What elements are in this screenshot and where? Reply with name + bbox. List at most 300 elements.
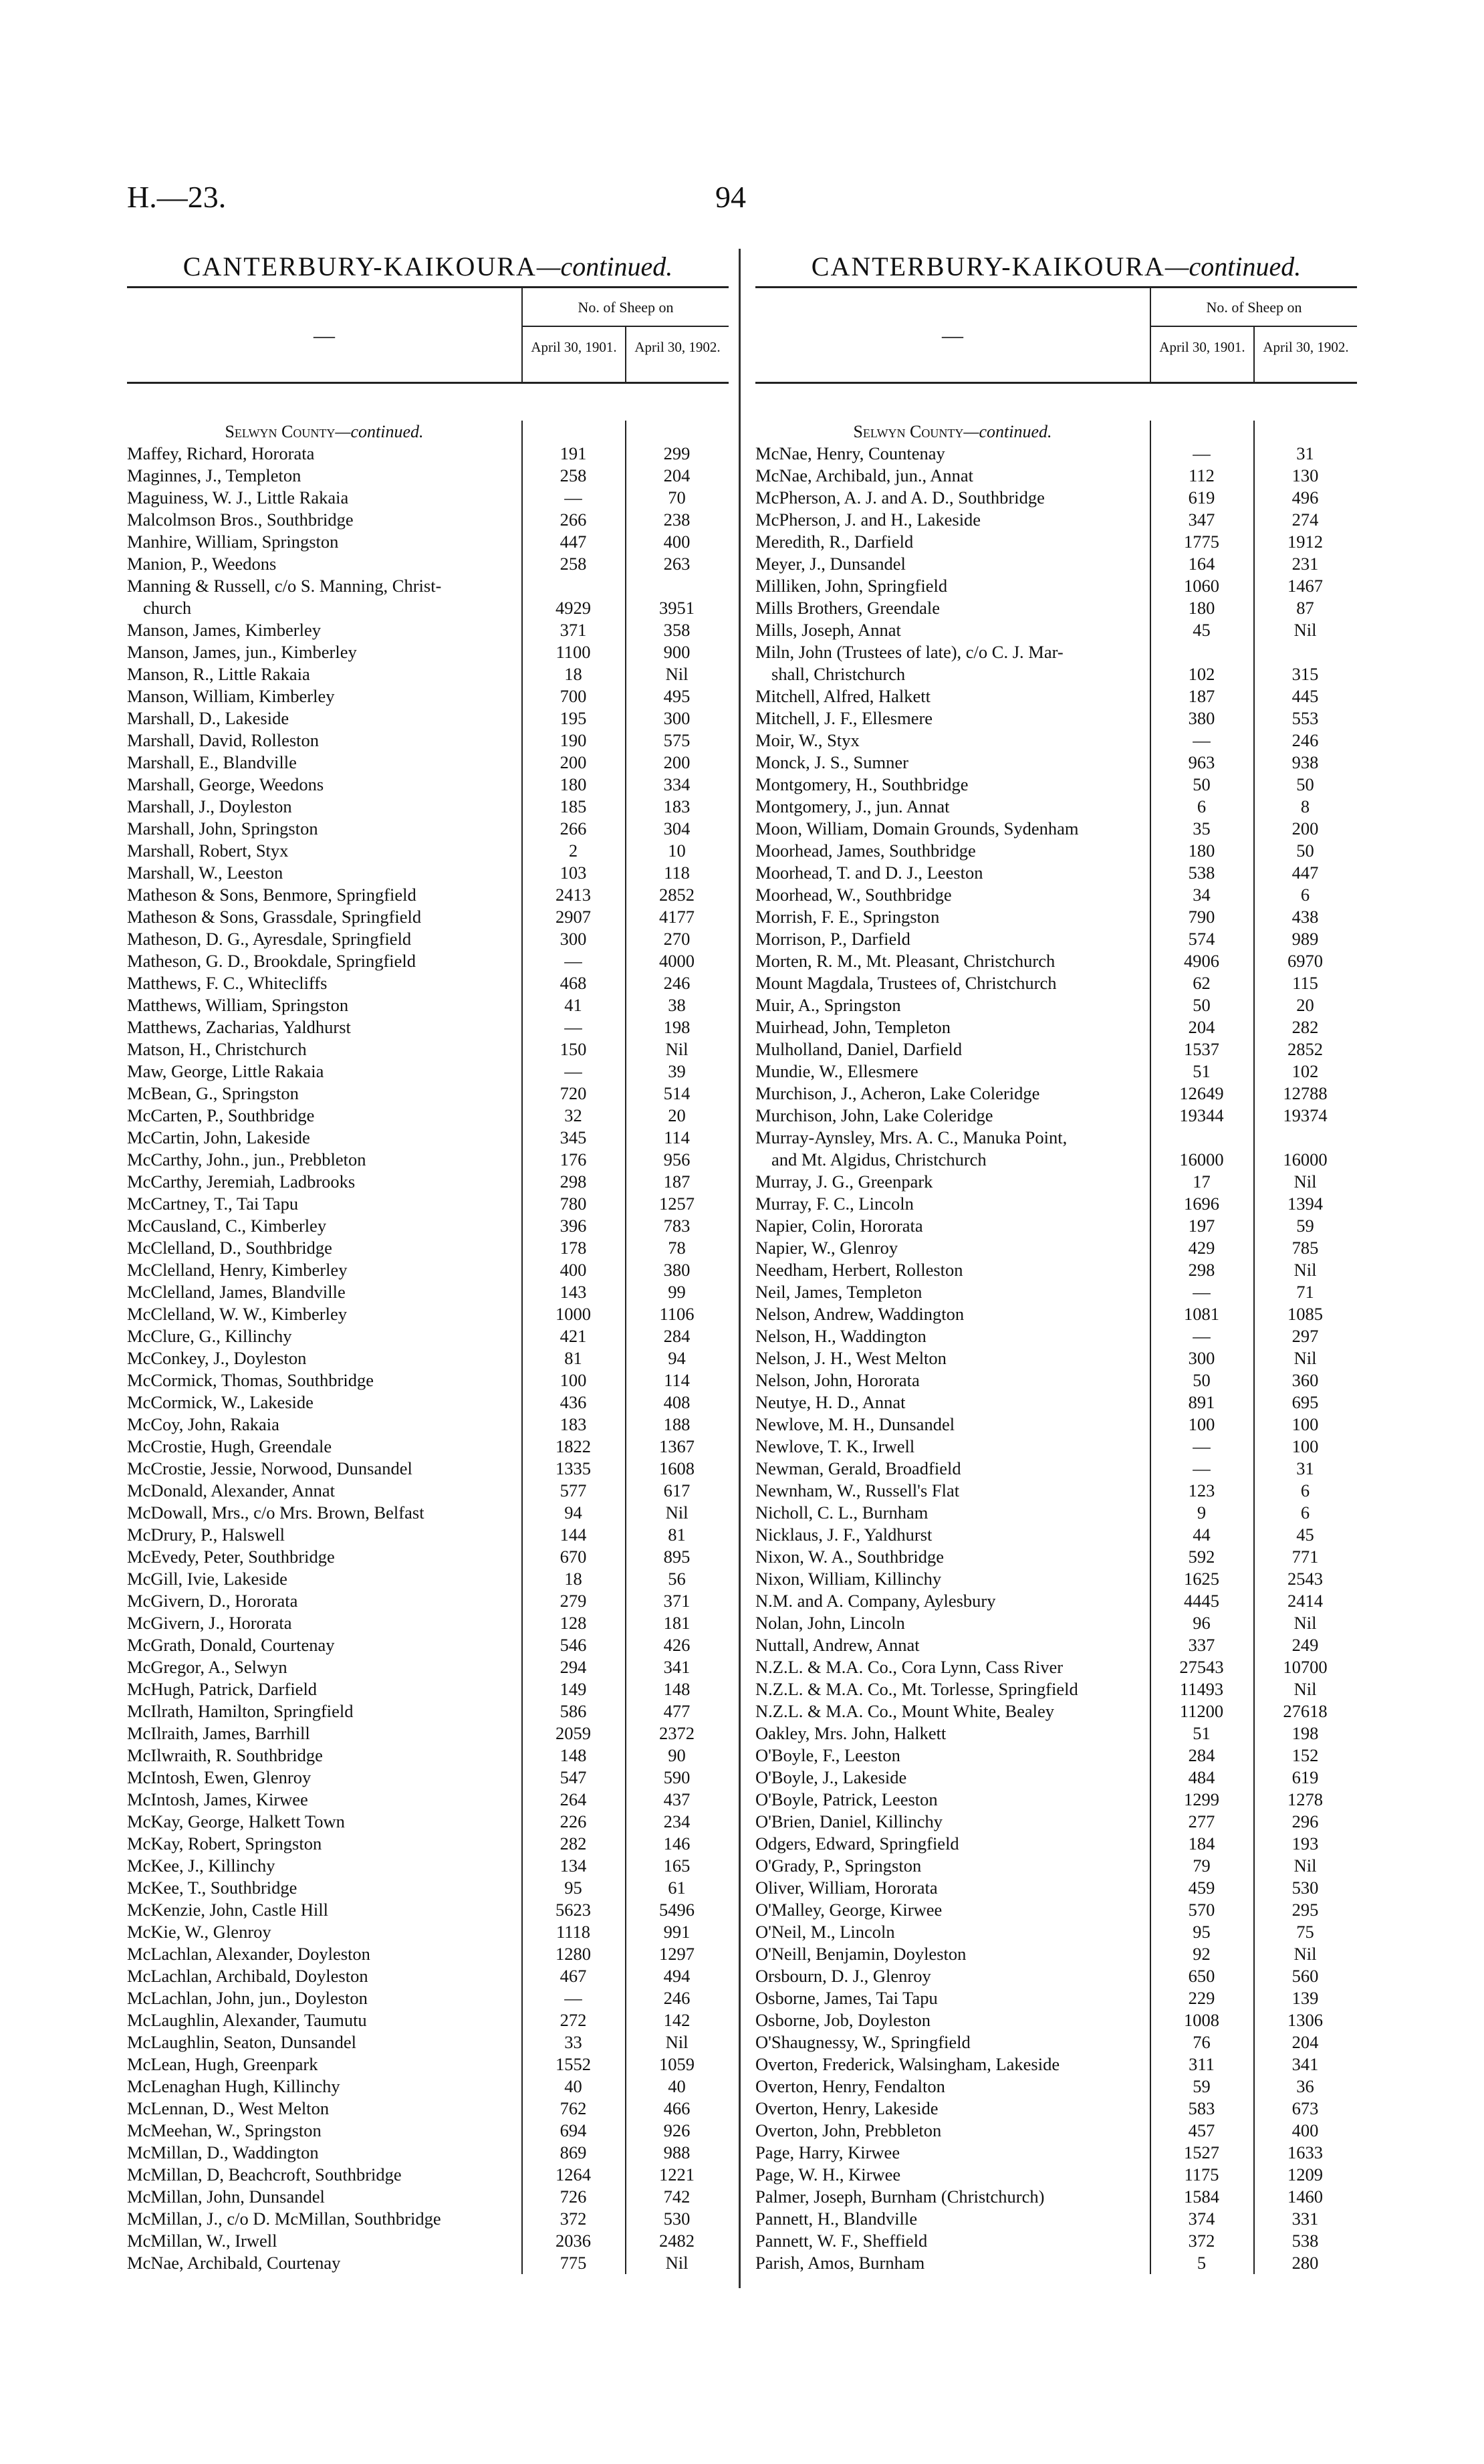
table-row bbox=[755, 1987, 1357, 2009]
sheep-1901: 700 bbox=[560, 686, 587, 706]
sheep-1902: 1306 bbox=[1287, 2010, 1323, 2030]
sheep-1902: 926 bbox=[663, 2120, 691, 2140]
table-row bbox=[755, 1259, 1357, 1281]
holder-name: Marshall, J., Doyleston bbox=[127, 796, 292, 816]
sheep-1901: 258 bbox=[560, 465, 587, 485]
sheep-1901: 1118 bbox=[555, 1922, 591, 1942]
holder-name: O'Neill, Benjamin, Doyleston bbox=[755, 1944, 967, 1964]
sheep-1902: 20 bbox=[668, 1105, 686, 1125]
sheep-1902: 181 bbox=[663, 1613, 691, 1633]
sheep-1902: 6 bbox=[1300, 1502, 1310, 1523]
sheep-1901: 190 bbox=[560, 730, 587, 750]
table-row bbox=[127, 641, 729, 663]
sheep-1901: 45 bbox=[1193, 620, 1211, 640]
sheep-1901: 229 bbox=[1188, 1988, 1215, 2008]
sheep-1902: 447 bbox=[1291, 863, 1319, 883]
sheep-1901: 1175 bbox=[1184, 2164, 1219, 2185]
table-row bbox=[755, 928, 1357, 950]
sheep-1901: 1552 bbox=[555, 2054, 591, 2074]
sheep-1901: 2059 bbox=[555, 1723, 591, 1743]
sheep-1902: 200 bbox=[663, 752, 691, 772]
holder-name: Pannett, H., Blandville bbox=[755, 2209, 918, 2229]
sheep-1901: 79 bbox=[1193, 1856, 1211, 1876]
date-1902-header: April 30, 1902. bbox=[625, 327, 729, 382]
sheep-1901: 1584 bbox=[1184, 2187, 1219, 2207]
table-row bbox=[127, 1369, 729, 1391]
sheep-1902: 8 bbox=[1300, 796, 1310, 816]
holder-name: Nicklaus, J. F., Yaldhurst bbox=[755, 1525, 933, 1545]
sheep-1901: 5 bbox=[1197, 2253, 1207, 2273]
sheep-1901: 2413 bbox=[555, 885, 591, 905]
holder-name: Meredith, R., Darfield bbox=[755, 532, 914, 552]
table-row bbox=[755, 597, 1357, 619]
holder-name: Matheson & Sons, Grassdale, Springfield bbox=[127, 907, 422, 927]
sheep-1902: Nil bbox=[665, 1039, 689, 1059]
table-row bbox=[127, 752, 729, 774]
sheep-1902: 36 bbox=[1296, 2076, 1314, 2096]
table-row bbox=[755, 1414, 1357, 1436]
sheep-1901: 1280 bbox=[555, 1944, 591, 1964]
sheep-1902: 560 bbox=[1291, 1966, 1319, 1986]
table-row bbox=[755, 1083, 1357, 1105]
table-row bbox=[755, 2120, 1357, 2142]
holder-name: McNae, Henry, Countenay bbox=[755, 443, 945, 463]
sheep-1901: 148 bbox=[560, 1745, 587, 1765]
holder-name: McConkey, J., Doyleston bbox=[127, 1348, 307, 1368]
table-row bbox=[127, 1391, 729, 1414]
table-row bbox=[755, 531, 1357, 553]
holder-name: Overton, John, Prebbleton bbox=[755, 2120, 942, 2140]
sheep-1901: 95 bbox=[1193, 1922, 1211, 1942]
table-row bbox=[755, 1391, 1357, 1414]
table-body bbox=[127, 421, 729, 2274]
table-row bbox=[127, 619, 729, 641]
holder-name: N.Z.L. & M.A. Co., Mount White, Bealey bbox=[755, 1701, 1055, 1721]
sheep-1902: 334 bbox=[663, 774, 691, 794]
sheep-1901: 94 bbox=[564, 1502, 582, 1523]
sheep-1901: 92 bbox=[1193, 1944, 1211, 1964]
holder-name: Murray, J. G., Greenpark bbox=[755, 1171, 933, 1192]
right-column bbox=[755, 247, 1357, 2274]
holder-name: O'Shaugnessy, W., Springfield bbox=[755, 2032, 971, 2052]
date-1901-header: April 30, 1901. bbox=[521, 327, 625, 382]
sheep-1902: 297 bbox=[1291, 1326, 1319, 1346]
sheep-1902: 31 bbox=[1296, 1458, 1314, 1478]
sheep-1901: 2036 bbox=[555, 2231, 591, 2251]
sheep-1902: 1257 bbox=[659, 1194, 695, 1214]
table-row bbox=[127, 1502, 729, 1524]
holder-name: Parish, Amos, Burnham bbox=[755, 2253, 925, 2273]
table-row bbox=[755, 1325, 1357, 1347]
table-row bbox=[127, 906, 729, 928]
table-row bbox=[127, 1480, 729, 1502]
table-row bbox=[755, 2230, 1357, 2252]
holder-name: McBean, G., Springston bbox=[127, 1083, 299, 1103]
holder-name: McGill, Ivie, Lakeside bbox=[127, 1569, 287, 1589]
table-row bbox=[127, 1921, 729, 1943]
holder-name: McCartin, John, Lakeside bbox=[127, 1127, 310, 1147]
table-row bbox=[755, 641, 1357, 685]
sheep-1902: 38 bbox=[668, 995, 686, 1015]
sheep-1902: 341 bbox=[1291, 2054, 1319, 2074]
sheep-1901: 396 bbox=[560, 1216, 587, 1236]
sheep-1901: 300 bbox=[1188, 1348, 1215, 1368]
holder-name: Mundie, W., Ellesmere bbox=[755, 1061, 918, 1081]
table-row bbox=[127, 1612, 729, 1634]
sheep-1901: 185 bbox=[560, 796, 587, 816]
sheep-1902: Nil bbox=[665, 2032, 689, 2052]
holder-name: Needham, Herbert, Rolleston bbox=[755, 1260, 963, 1280]
table-row bbox=[127, 1458, 729, 1480]
sheep-1901: 180 bbox=[1188, 598, 1215, 618]
sheep-1902: 2372 bbox=[659, 1723, 695, 1743]
sheep-1902: 400 bbox=[663, 532, 691, 552]
sheep-1901: 277 bbox=[1188, 1811, 1215, 1831]
sheep-1902: 445 bbox=[1291, 686, 1319, 706]
sheep-1901: 128 bbox=[560, 1613, 587, 1633]
sheep-1901: 62 bbox=[1193, 973, 1211, 993]
table-row bbox=[755, 1281, 1357, 1303]
sheep-1901: — bbox=[1193, 1326, 1211, 1346]
sheep-1902: 146 bbox=[663, 1833, 691, 1854]
sheep-1901: 374 bbox=[1188, 2209, 1215, 2229]
table-row bbox=[127, 1016, 729, 1038]
table-row bbox=[755, 1480, 1357, 1502]
sheep-1902: 895 bbox=[663, 1547, 691, 1567]
sheep-1901: 6 bbox=[1197, 796, 1207, 816]
table-row bbox=[755, 1546, 1357, 1568]
holder-name: Murray-Aynsley, Mrs. A. C., Manuka Point, and Mt. Algidus, Christchurch bbox=[755, 1127, 1150, 1171]
holder-name: N.Z.L. & M.A. Co., Cora Lynn, Cass River bbox=[755, 1657, 1064, 1677]
sheep-1902: 238 bbox=[663, 510, 691, 530]
sheep-1902: 742 bbox=[663, 2187, 691, 2207]
sheep-1902: 94 bbox=[668, 1348, 686, 1368]
table-row bbox=[755, 2053, 1357, 2076]
table-row bbox=[755, 619, 1357, 641]
sheep-1901: 266 bbox=[560, 510, 587, 530]
sheep-1902: 5496 bbox=[659, 1900, 695, 1920]
table-row bbox=[127, 1855, 729, 1877]
sheep-1902: 19374 bbox=[1283, 1105, 1328, 1125]
holder-name: Marshall, D., Lakeside bbox=[127, 708, 289, 728]
sheep-1901: — bbox=[1193, 443, 1211, 463]
sheep-1902: 246 bbox=[663, 973, 691, 993]
table-row bbox=[755, 906, 1357, 928]
sheep-1902: 270 bbox=[663, 929, 691, 949]
sheep-1901: 694 bbox=[560, 2120, 587, 2140]
sheep-1901: 294 bbox=[560, 1657, 587, 1677]
holder-name: Overton, Henry, Fendalton bbox=[755, 2076, 945, 2096]
holder-name: Matthews, Zacharias, Yaldhurst bbox=[127, 1017, 351, 1037]
table-row bbox=[127, 1524, 729, 1546]
table-row bbox=[755, 443, 1357, 465]
sheep-1902: 619 bbox=[1291, 1767, 1319, 1787]
table-row bbox=[127, 1789, 729, 1811]
table-row bbox=[755, 2009, 1357, 2031]
holder-name: McIlraith, James, Barrhill bbox=[127, 1723, 310, 1743]
table-row bbox=[755, 1612, 1357, 1634]
table-row bbox=[755, 1127, 1357, 1171]
holder-name: Oakley, Mrs. John, Halkett bbox=[755, 1723, 947, 1743]
sheep-count-header: No. of Sheep on bbox=[1150, 288, 1357, 327]
table-row bbox=[127, 1347, 729, 1369]
table-row bbox=[127, 487, 729, 509]
sheep-1902: 200 bbox=[1291, 818, 1319, 838]
sheep-1902: 16000 bbox=[1283, 1149, 1328, 1169]
holder-name: Morrison, P., Darfield bbox=[755, 929, 910, 949]
holder-name: McNae, Archibald, jun., Annat bbox=[755, 465, 974, 485]
sheep-1901: 5623 bbox=[555, 1900, 591, 1920]
table-row bbox=[755, 1767, 1357, 1789]
sheep-1902: 315 bbox=[1291, 664, 1319, 684]
sheep-1901: 570 bbox=[1188, 1900, 1215, 1920]
holder-name: McClelland, D., Southbridge bbox=[127, 1238, 332, 1258]
holder-name-continued: church bbox=[143, 598, 192, 618]
sheep-1902: 61 bbox=[668, 1878, 686, 1898]
sheep-1901: 95 bbox=[564, 1878, 582, 1898]
holder-name: McCarthy, Jeremiah, Ladbrooks bbox=[127, 1171, 356, 1192]
sheep-1901: 226 bbox=[560, 1811, 587, 1831]
holder-name: Overton, Henry, Lakeside bbox=[755, 2098, 939, 2118]
sheep-1901: 1537 bbox=[1184, 1039, 1219, 1059]
sheep-1902: 2852 bbox=[1287, 1039, 1323, 1059]
sheep-1902: 50 bbox=[1296, 774, 1314, 794]
column-title: CANTERBURY-KAIKOURA—continued. bbox=[811, 251, 1302, 282]
sheep-1901: 298 bbox=[560, 1171, 587, 1192]
sheep-1901: — bbox=[1193, 1282, 1211, 1302]
sheep-1902: 3951 bbox=[659, 598, 695, 618]
holder-name: Mount Magdala, Trustees of, Christchurch bbox=[755, 973, 1057, 993]
sheep-1902: 1633 bbox=[1287, 2142, 1323, 2162]
holder-name: Oliver, William, Hororata bbox=[755, 1878, 938, 1898]
sheep-1902: Nil bbox=[665, 664, 689, 684]
table-row bbox=[127, 818, 729, 840]
holder-name-continued: shall, Christchurch bbox=[771, 664, 906, 684]
table-row bbox=[127, 685, 729, 707]
sheep-1902: 304 bbox=[663, 818, 691, 838]
holder-name: O'Brien, Daniel, Killinchy bbox=[755, 1811, 943, 1831]
holder-name: McClelland, W. W., Kimberley bbox=[127, 1304, 348, 1324]
sheep-1902: 6 bbox=[1300, 1480, 1310, 1500]
sheep-1901: 372 bbox=[560, 2209, 587, 2229]
sheep-1901: 96 bbox=[1193, 1613, 1211, 1633]
sheep-1902: 183 bbox=[663, 796, 691, 816]
table-row bbox=[127, 531, 729, 553]
holder-name: Napier, W., Glenroy bbox=[755, 1238, 898, 1258]
table-row bbox=[127, 994, 729, 1016]
sheep-1901: 27543 bbox=[1179, 1657, 1224, 1677]
holder-name: Matthews, F. C., Whitecliffs bbox=[127, 973, 328, 993]
sheep-1902: 380 bbox=[663, 1260, 691, 1280]
table-row bbox=[755, 2098, 1357, 2120]
sheep-1901: 144 bbox=[560, 1525, 587, 1545]
sheep-1902: 299 bbox=[663, 443, 691, 463]
table-row bbox=[755, 1833, 1357, 1855]
sheep-1901: 468 bbox=[560, 973, 587, 993]
sheep-1901: 76 bbox=[1193, 2032, 1211, 2052]
table-header bbox=[127, 286, 729, 384]
holder-name: McGregor, A., Selwyn bbox=[127, 1657, 287, 1677]
table-row bbox=[127, 443, 729, 465]
holder-name: McIlwraith, R. Southbridge bbox=[127, 1745, 323, 1765]
table-row bbox=[755, 994, 1357, 1016]
sheep-1902: 10 bbox=[668, 841, 686, 861]
sheep-1902: 246 bbox=[663, 1988, 691, 2008]
sheep-1901: 100 bbox=[560, 1370, 587, 1390]
sheep-1902: 1460 bbox=[1287, 2187, 1323, 2207]
sheep-1901: 176 bbox=[560, 1149, 587, 1169]
table-row bbox=[755, 1943, 1357, 1965]
holder-name: Mitchell, Alfred, Halkett bbox=[755, 686, 931, 706]
sheep-1902: 426 bbox=[663, 1635, 691, 1655]
table-row bbox=[755, 1855, 1357, 1877]
sheep-1902: 81 bbox=[668, 1525, 686, 1545]
table-row bbox=[755, 1590, 1357, 1612]
sheep-1901: 282 bbox=[560, 1833, 587, 1854]
holder-name: Monck, J. S., Sumner bbox=[755, 752, 908, 772]
sheep-1901: 780 bbox=[560, 1194, 587, 1214]
sheep-1901: 1822 bbox=[555, 1436, 591, 1456]
holder-name: Murchison, John, Lake Coleridge bbox=[755, 1105, 993, 1125]
table-row bbox=[755, 1568, 1357, 1590]
sheep-1901: 371 bbox=[560, 620, 587, 640]
table-row bbox=[127, 1171, 729, 1193]
holder-name: Maffey, Richard, Hororata bbox=[127, 443, 315, 463]
sheep-1901: 150 bbox=[560, 1039, 587, 1059]
table-row bbox=[127, 928, 729, 950]
table-row bbox=[755, 1347, 1357, 1369]
sheep-1902: 1209 bbox=[1287, 2164, 1323, 2185]
sheep-1902: Nil bbox=[1293, 1171, 1317, 1192]
table-row bbox=[127, 465, 729, 487]
sheep-1902: 771 bbox=[1291, 1547, 1319, 1567]
table-row bbox=[755, 1811, 1357, 1833]
sheep-1901: 347 bbox=[1188, 510, 1215, 530]
sheep-1902: 300 bbox=[663, 708, 691, 728]
table-row bbox=[755, 752, 1357, 774]
sheep-1902: 198 bbox=[663, 1017, 691, 1037]
sheep-1902: 956 bbox=[663, 1149, 691, 1169]
holder-name: McDonald, Alexander, Annat bbox=[127, 1480, 335, 1500]
sheep-1902: 152 bbox=[1291, 1745, 1319, 1765]
holder-name: Murchison, J., Acheron, Lake Coleridge bbox=[755, 1083, 1040, 1103]
holder-name: Matheson & Sons, Benmore, Springfield bbox=[127, 885, 416, 905]
table-row bbox=[755, 1965, 1357, 1987]
holder-name: McLachlan, Archibald, Doyleston bbox=[127, 1966, 368, 1986]
table-row bbox=[127, 2120, 729, 2142]
table-row bbox=[127, 1899, 729, 1921]
sheep-1902: 989 bbox=[1291, 929, 1319, 949]
holder-name: Morten, R. M., Mt. Pleasant, Christchurch bbox=[755, 951, 1056, 971]
sheep-1902: 249 bbox=[1291, 1635, 1319, 1655]
table-row bbox=[127, 1281, 729, 1303]
holder-name: Matheson, D. G., Ayresdale, Springfield bbox=[127, 929, 412, 949]
sheep-1902: 198 bbox=[1291, 1723, 1319, 1743]
sheep-1902: 263 bbox=[663, 554, 691, 574]
table-row bbox=[755, 575, 1357, 597]
sheep-1901: 123 bbox=[1188, 1480, 1215, 1500]
table-row bbox=[127, 2076, 729, 2098]
holder-name: McPherson, A. J. and A. D., Southbridge bbox=[755, 487, 1045, 508]
table-row bbox=[127, 1414, 729, 1436]
sheep-1901: 143 bbox=[560, 1282, 587, 1302]
holder-name: McCartney, T., Tai Tapu bbox=[127, 1194, 299, 1214]
sheep-1902: 204 bbox=[1291, 2032, 1319, 2052]
holder-name: Murray, F. C., Lincoln bbox=[755, 1194, 914, 1214]
table-row bbox=[127, 1105, 729, 1127]
holder-name: McLaughlin, Alexander, Taumutu bbox=[127, 2010, 367, 2030]
holder-name: Moir, W., Styx bbox=[755, 730, 860, 750]
holder-name: Maginnes, J., Templeton bbox=[127, 465, 301, 485]
sheep-1902: 341 bbox=[663, 1657, 691, 1677]
holder-name: McKee, J., Killinchy bbox=[127, 1856, 275, 1876]
holder-name: McGivern, D., Hororata bbox=[127, 1591, 298, 1611]
table-row bbox=[127, 1237, 729, 1259]
table-body bbox=[755, 421, 1357, 2274]
table-row bbox=[755, 707, 1357, 730]
holder-name: O'Boyle, Patrick, Leeston bbox=[755, 1789, 938, 1809]
table-row bbox=[755, 685, 1357, 707]
table-row bbox=[755, 2076, 1357, 2098]
sheep-1901: 40 bbox=[564, 2076, 582, 2096]
sheep-1902: 142 bbox=[663, 2010, 691, 2030]
sheep-1902: 1912 bbox=[1287, 532, 1323, 552]
sheep-1901: 180 bbox=[560, 774, 587, 794]
table-row bbox=[127, 972, 729, 994]
sheep-1901: 134 bbox=[560, 1856, 587, 1876]
sheep-1902: 991 bbox=[663, 1922, 691, 1942]
holder-name: Mitchell, J. F., Ellesmere bbox=[755, 708, 933, 728]
table-row bbox=[755, 840, 1357, 862]
table-row bbox=[755, 1502, 1357, 1524]
sheep-1902: 331 bbox=[1291, 2209, 1319, 2229]
holder-name: Mulholland, Daniel, Darfield bbox=[755, 1039, 963, 1059]
table-row bbox=[127, 1303, 729, 1325]
sheep-1901: 547 bbox=[560, 1767, 587, 1787]
column-title: CANTERBURY-KAIKOURA—continued. bbox=[182, 251, 673, 282]
holder-name: Osborne, Job, Doyleston bbox=[755, 2010, 931, 2030]
sheep-1901: 81 bbox=[564, 1348, 582, 1368]
table-row bbox=[755, 1105, 1357, 1127]
sheep-1902: 1297 bbox=[659, 1944, 695, 1964]
sheep-1901: 11200 bbox=[1179, 1701, 1224, 1721]
holder-name: Nelson, Andrew, Waddington bbox=[755, 1304, 965, 1324]
holder-name: McLennan, D., West Melton bbox=[127, 2098, 330, 2118]
holder-name: McMillan, J., c/o D. McMillan, Southbridge bbox=[127, 2209, 441, 2229]
table-row bbox=[755, 1038, 1357, 1060]
sheep-1901: — bbox=[1193, 1458, 1211, 1478]
table-row bbox=[127, 796, 729, 818]
holder-name: McCrostie, Hugh, Greendale bbox=[127, 1436, 332, 1456]
sheep-1902: 12788 bbox=[1283, 1083, 1328, 1103]
table-row bbox=[127, 1149, 729, 1171]
sheep-1902: 1221 bbox=[659, 2164, 695, 2185]
sheep-1902: 695 bbox=[1291, 1392, 1319, 1412]
sheep-1901: 457 bbox=[1188, 2120, 1215, 2140]
sheep-1902: 575 bbox=[663, 730, 691, 750]
table-row bbox=[755, 2164, 1357, 2186]
sheep-1901: 1081 bbox=[1184, 1304, 1219, 1324]
table-row bbox=[755, 1524, 1357, 1546]
holder-name: Maw, George, Little Rakaia bbox=[127, 1061, 324, 1081]
holder-name: Nelson, J. H., West Melton bbox=[755, 1348, 947, 1368]
sheep-1902: 231 bbox=[1291, 554, 1319, 574]
sheep-1902: 45 bbox=[1296, 1525, 1314, 1545]
table-row bbox=[755, 1303, 1357, 1325]
holder-name: Montgomery, J., jun. Annat bbox=[755, 796, 950, 816]
sheep-1901: 266 bbox=[560, 818, 587, 838]
sheep-1902: 530 bbox=[663, 2209, 691, 2229]
